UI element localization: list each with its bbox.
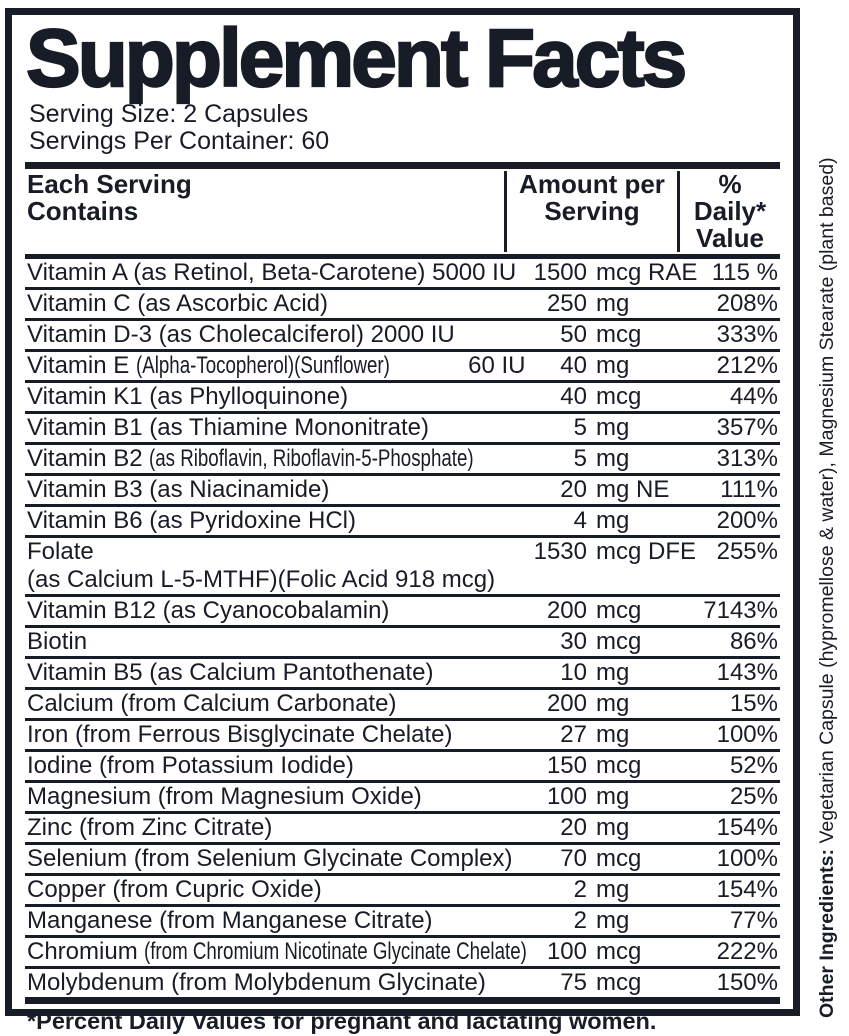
- nutrient-name: [25, 659, 493, 687]
- nutrient-name: [25, 783, 493, 811]
- nutrient-name: [25, 321, 493, 349]
- table-row-line: [25, 752, 780, 780]
- table-row-line: [25, 538, 780, 566]
- table-row-line: [25, 690, 780, 718]
- table-row: [25, 783, 780, 814]
- table-row-line: [25, 845, 780, 873]
- daily-value: 255%: [716, 538, 778, 565]
- table-body: [25, 259, 780, 1004]
- daily-value: 357%: [716, 414, 778, 441]
- amount-value: 1500: [533, 259, 587, 286]
- daily-value: 150%: [716, 969, 778, 996]
- table-row: [25, 814, 780, 845]
- daily-value: 333%: [716, 321, 778, 348]
- amount-value: 20: [560, 814, 587, 841]
- nutrient-name: [25, 690, 493, 718]
- nutrient-name-part: Iron (from Ferrous Bisglycinate Chelate): [27, 721, 453, 748]
- amount-unit: mcg: [596, 969, 642, 996]
- table-row: [25, 259, 780, 290]
- nutrient-name: [25, 814, 493, 842]
- amount-value: 10: [560, 659, 587, 686]
- table-row-line: [25, 876, 780, 904]
- daily-value: 25%: [729, 783, 778, 810]
- table-row-line: [25, 476, 780, 504]
- nutrient-name-continued: (as Calcium L-5-MTHF)(Folic Acid 918 mcg): [27, 566, 496, 593]
- amount-value: 4: [573, 507, 587, 534]
- amount-value: 2: [573, 907, 587, 934]
- nutrient-name: [25, 845, 513, 873]
- nutrient-name-part: Biotin: [27, 628, 88, 655]
- daily-value: 200%: [716, 507, 778, 534]
- column-header-text: % Daily*: [693, 169, 767, 226]
- nutrient-name-part: Vitamin B6 (as Pyridoxine HCl): [27, 507, 357, 534]
- table-row-line: [25, 352, 780, 380]
- nutrient-name-part: Vitamin E: [27, 352, 136, 379]
- table-row: [25, 721, 780, 752]
- table-row: [25, 597, 780, 628]
- daily-value: 44%: [729, 383, 778, 410]
- table-header: [25, 169, 780, 259]
- amount-unit: mcg: [596, 845, 642, 872]
- table-row: [25, 969, 780, 1004]
- amount-value: 100: [546, 938, 587, 965]
- table-row: [25, 507, 780, 538]
- amount-unit: mg: [596, 876, 630, 903]
- amount-value: 40: [560, 383, 587, 410]
- table-row-line: [25, 383, 780, 411]
- nutrient-name: [25, 507, 493, 535]
- table-row-line: [25, 321, 780, 349]
- nutrient-name-part: Vitamin B5 (as Calcium Pantothenate): [27, 659, 434, 686]
- nutrient-name: [25, 721, 493, 749]
- amount-value: 200: [546, 597, 587, 624]
- nutrient-name: [25, 414, 493, 442]
- table-row-line: [25, 969, 780, 997]
- supplement-facts-panel: [5, 8, 800, 1034]
- table-row: [25, 321, 780, 352]
- amount-unit: mcg DFE: [596, 538, 697, 565]
- amount-unit: mcg: [596, 597, 642, 624]
- daily-value: 100%: [716, 721, 778, 748]
- nutrient-name: [25, 907, 493, 935]
- amount-unit: mg: [596, 445, 630, 472]
- panel-title: Supplement Facts: [26, 13, 685, 104]
- amount-value: 30: [560, 628, 587, 655]
- nutrient-name-part: Vitamin B1 (as Thiamine Mononitrate): [27, 414, 429, 441]
- nutrient-name: [25, 476, 493, 504]
- nutrient-name-part: Selenium (from Selenium Glycinate Complex): [27, 845, 513, 872]
- daily-value: 77%: [729, 907, 778, 934]
- nutrient-name-part: Manganese (from Manganese Citrate): [27, 907, 433, 934]
- table-row: [25, 628, 780, 659]
- amount-unit: mg: [596, 783, 630, 810]
- daily-value-footnote: *Percent Daily Values for pregnant and lactating women.: [27, 1008, 657, 1034]
- table-row: [25, 690, 780, 721]
- table-row-line: [25, 259, 780, 287]
- amount-unit: mcg: [596, 321, 642, 348]
- nutrient-name-part: Chromium: [27, 938, 145, 965]
- table-row-line: [25, 721, 780, 749]
- table-row-line: [25, 290, 780, 318]
- nutrient-name-part: Vitamin B2: [27, 445, 150, 472]
- table-row: [25, 352, 780, 383]
- amount-unit: mcg: [596, 383, 642, 410]
- nutrient-name-part: (as Riboflavin, Riboflavin-5-Phosphate): [149, 445, 474, 472]
- table-row: [25, 476, 780, 507]
- table-row-line: [25, 783, 780, 811]
- daily-value: 86%: [729, 628, 778, 655]
- nutrient-name-part: (from Chromium Nicotinate Glycinate Chelate): [144, 938, 528, 965]
- nutrient-name-part: Copper (from Cupric Oxide): [27, 876, 322, 903]
- nutrient-name-part: Vitamin B12 (as Cyanocobalamin): [27, 597, 390, 624]
- daily-value: 154%: [716, 814, 778, 841]
- table-row-line: [25, 628, 780, 656]
- table-row-line: [25, 938, 780, 966]
- amount-value: 5: [573, 414, 587, 441]
- table-row: [25, 938, 780, 969]
- column-header-text: Contains: [27, 196, 139, 226]
- column-header-text: Serving: [544, 196, 640, 226]
- nutrient-name-part: Molybdenum (from Molybdenum Glycinate): [27, 969, 486, 996]
- amount-value: 27: [560, 721, 587, 748]
- daily-value: 212%: [716, 352, 778, 379]
- table-row-line: [25, 907, 780, 935]
- amount-unit: mcg: [596, 938, 642, 965]
- column-header-amount: [504, 171, 677, 252]
- table-row-line: [25, 597, 780, 625]
- other-ingredients-label: Other Ingredients:: [816, 848, 838, 1018]
- column-header-text: Value: [696, 223, 764, 253]
- other-ingredients-vertical-text: [808, 0, 848, 1018]
- amount-value: 1530: [533, 538, 587, 565]
- daily-value: 154%: [716, 876, 778, 903]
- table-row: [25, 876, 780, 907]
- daily-value: 111%: [720, 476, 778, 503]
- serving-size: Serving Size: 2 Capsules: [29, 100, 309, 128]
- nutrient-name: [25, 352, 526, 380]
- amount-unit: mg: [596, 352, 630, 379]
- nutrient-name-part: Calcium (from Calcium Carbonate): [27, 690, 397, 717]
- table-row-line: [25, 507, 780, 535]
- amount-value: 40: [560, 352, 587, 379]
- nutrient-name: [25, 445, 493, 473]
- nutrient-name-part: Vitamin A (as Retinol, Beta-Carotene) 5000 IU: [27, 259, 517, 286]
- amount-value: 100: [546, 783, 587, 810]
- other-ingredients-value: Vegetarian Capsule (hypromellose & water), Magnesium Stearate (plant based): [816, 157, 838, 849]
- amount-unit: mg: [596, 814, 630, 841]
- table-row-line: [25, 659, 780, 687]
- amount-unit: mg: [596, 290, 630, 317]
- table-row: [25, 659, 780, 690]
- amount-unit: mcg: [596, 628, 642, 655]
- amount-unit: mg NE: [596, 476, 670, 503]
- nutrient-name-part: (Alpha-Tocopherol)(Sunflower): [135, 352, 390, 379]
- column-header-each-serving: [25, 171, 504, 252]
- daily-value: 208%: [716, 290, 778, 317]
- table-row: [25, 290, 780, 321]
- column-header-text: Amount per: [519, 169, 665, 199]
- amount-value: 2: [573, 876, 587, 903]
- amount-unit: mg: [596, 507, 630, 534]
- table-row-line: [25, 414, 780, 442]
- amount-value: 200: [546, 690, 587, 717]
- nutrient-name-part: Vitamin D-3 (as Cholecalciferol) 2000 IU: [27, 321, 455, 348]
- table-row: [25, 383, 780, 414]
- nutrient-name-part: Vitamin B3 (as Niacinamide): [27, 476, 330, 503]
- amount-value: 5: [573, 445, 587, 472]
- nutrient-name-part: Vitamin K1 (as Phylloquinone): [27, 383, 349, 410]
- column-header-text: Each Serving: [27, 169, 192, 199]
- amount-unit: mg: [596, 907, 630, 934]
- table-row-line: [25, 445, 780, 473]
- daily-value: 100%: [716, 845, 778, 872]
- table-row: [25, 445, 780, 476]
- daily-value: 143%: [716, 659, 778, 686]
- amount-value: 70: [560, 845, 587, 872]
- table-row: [25, 845, 780, 876]
- nutrient-name: [25, 938, 528, 966]
- amount-unit: mg: [596, 659, 630, 686]
- nutrient-name-part: Magnesium (from Magnesium Oxide): [27, 783, 422, 810]
- nutrient-name: [25, 538, 493, 566]
- nutrient-name: [25, 876, 493, 904]
- nutrient-name-part: Iodine (from Potassium Iodide): [27, 752, 354, 779]
- daily-value: 15%: [729, 690, 778, 717]
- daily-value: 7143%: [703, 597, 778, 624]
- amount-unit: mcg RAE: [596, 259, 698, 286]
- table-row: [25, 907, 780, 938]
- nutrient-name-part: Vitamin C (as Ascorbic Acid): [27, 290, 328, 317]
- nutrient-name-part: Zinc (from Zinc Citrate): [27, 814, 273, 841]
- column-header-daily-value: [677, 171, 780, 252]
- amount-value: 250: [546, 290, 587, 317]
- amount-value: 75: [560, 969, 587, 996]
- nutrient-name-part: 60 IU: [461, 352, 526, 379]
- amount-unit: mg: [596, 414, 630, 441]
- table-row: [25, 414, 780, 445]
- amount-unit: mg: [596, 690, 630, 717]
- amount-value: 20: [560, 476, 587, 503]
- daily-value: 313%: [716, 445, 778, 472]
- nutrient-name: [25, 383, 493, 411]
- table-row: [25, 752, 780, 783]
- nutrient-name: [25, 597, 493, 625]
- nutrient-name-part: Folate: [27, 538, 94, 565]
- daily-value: 222%: [716, 938, 778, 965]
- table-row: [25, 538, 780, 597]
- amount-unit: mcg: [596, 752, 642, 779]
- nutrient-name: [25, 259, 517, 287]
- amount-value: 150: [546, 752, 587, 779]
- daily-value: 115 %: [711, 259, 778, 286]
- servings-per-container: Servings Per Container: 60: [29, 127, 330, 155]
- nutrient-name: [25, 969, 493, 997]
- daily-value: 52%: [729, 752, 778, 779]
- nutrient-name: [25, 628, 493, 656]
- nutrient-name: [25, 752, 493, 780]
- table-row-line: [25, 814, 780, 842]
- amount-unit: mg: [596, 721, 630, 748]
- amount-value: 50: [560, 321, 587, 348]
- divider-thick-top: [25, 162, 780, 169]
- nutrient-name: [25, 290, 493, 318]
